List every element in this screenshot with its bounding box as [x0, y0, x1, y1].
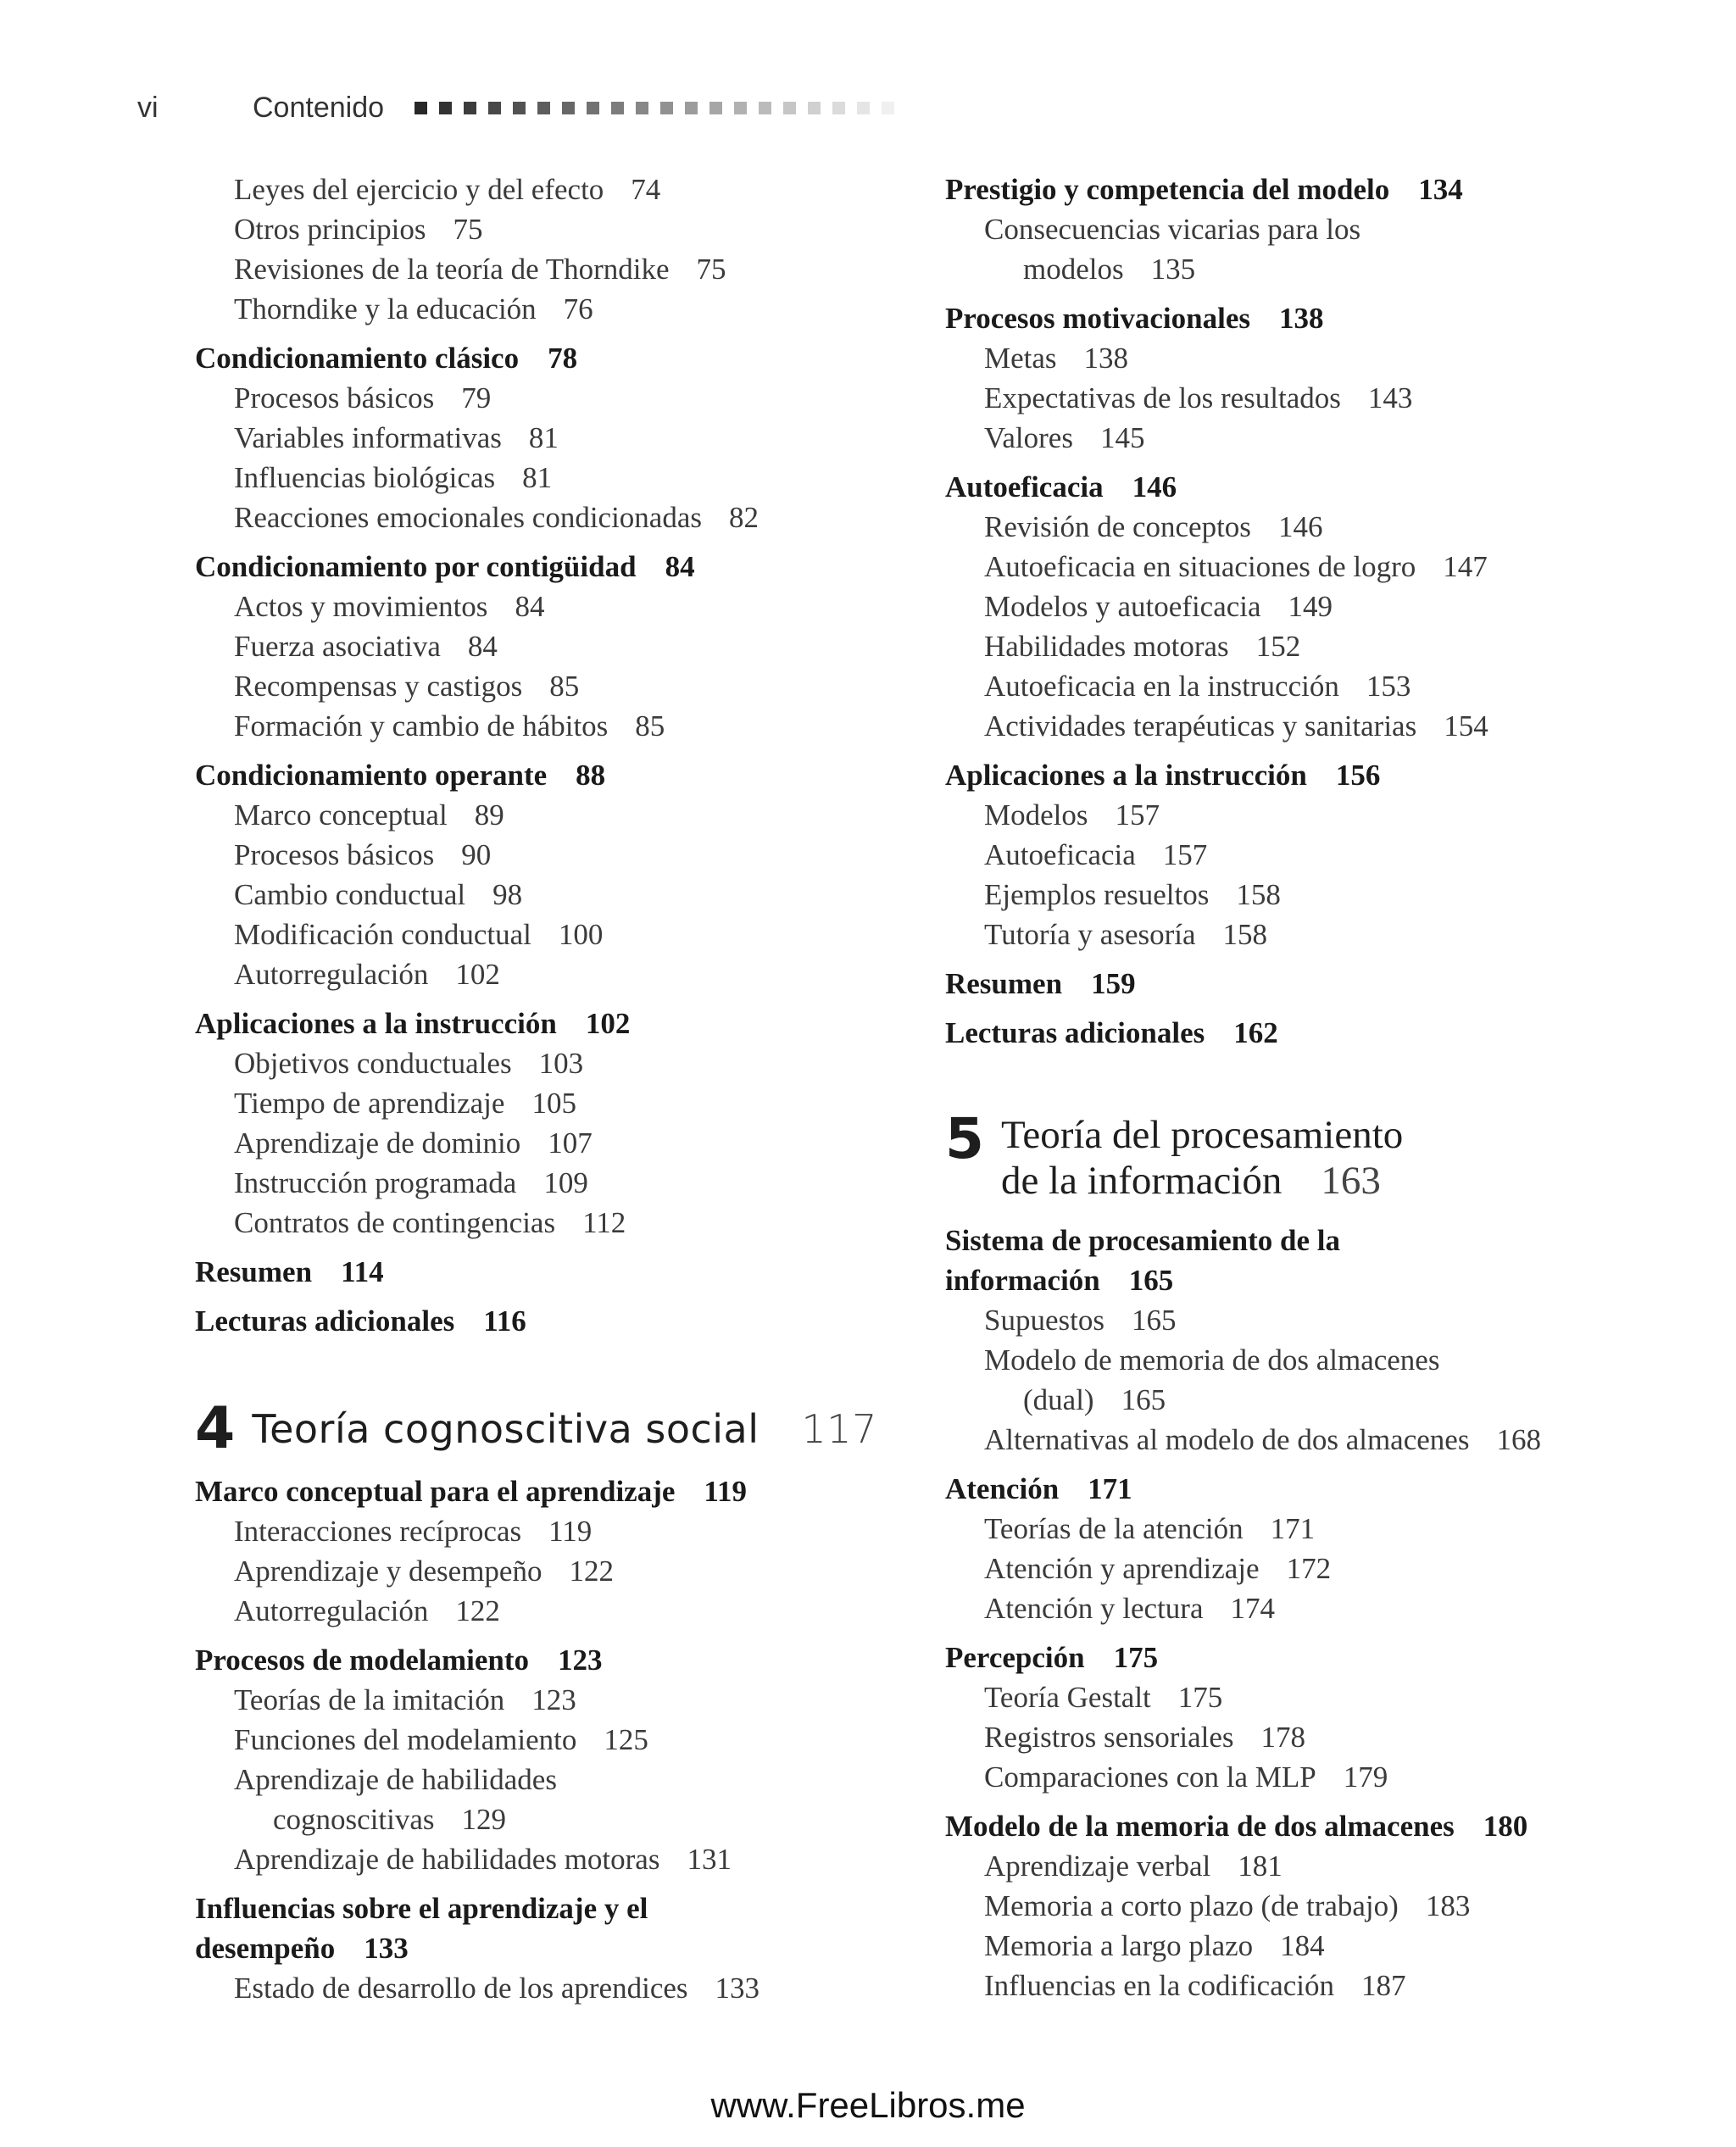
toc-subsection-entry: [945, 1588, 1691, 1628]
running-head-title: Contenido: [253, 91, 385, 124]
toc-page-number: 90: [461, 838, 492, 871]
toc-subsection-entry: [195, 1680, 899, 1720]
toc-entry-label: Resumen: [945, 967, 1063, 1000]
chapter-title-line: [1001, 1158, 1403, 1204]
toc-subsection-entry: [945, 1509, 1691, 1549]
decorative-square: [611, 102, 624, 114]
toc-entry-label: Modelos: [984, 798, 1088, 832]
toc-entry-label: Actos y movimientos: [234, 590, 488, 623]
toc-entry-label: Otros principios: [234, 213, 426, 246]
toc-entry-label-continuation: [234, 1799, 899, 1839]
decorative-square: [685, 102, 698, 114]
toc-section-entry: [945, 964, 1691, 1004]
toc-entry-label: Condicionamiento por contigüidad: [195, 550, 637, 583]
toc-page-number: 168: [1496, 1423, 1541, 1456]
toc-page-number: 180: [1483, 1810, 1528, 1843]
chapter-title: [1001, 1112, 1403, 1204]
toc-page-number: 102: [455, 958, 500, 991]
toc-entry-label: Alternativas al modelo de dos almacenes: [984, 1423, 1470, 1456]
toc-entry-label-continuation: desempeño: [195, 1932, 336, 1965]
toc-subsection-entry: [945, 795, 1691, 835]
toc-subsection-entry: [195, 626, 899, 666]
toc-page-number: 85: [549, 670, 580, 703]
toc-page-number: 112: [582, 1206, 626, 1239]
toc-section-entry: [195, 1252, 899, 1292]
toc-subsection-entry: [195, 954, 899, 994]
toc-subsection-entry: [945, 209, 1691, 289]
toc-page-number: 109: [543, 1166, 588, 1199]
toc-section-entry: [195, 547, 899, 587]
toc-entry-label: Teoría Gestalt: [984, 1681, 1151, 1714]
toc-section-entry: [195, 1640, 899, 1680]
toc-page-number: 129: [461, 1803, 507, 1836]
toc-page-number: 88: [576, 759, 606, 792]
toc-subsection-entry: [195, 587, 899, 626]
toc-page-number: 133: [715, 1972, 760, 2005]
decorative-square: [660, 102, 673, 114]
toc-section-entry: [195, 1301, 899, 1341]
toc-page-number: 123: [531, 1683, 576, 1716]
toc-entry-label: Autorregulación: [234, 1594, 429, 1627]
toc-entry-label: Autoeficacia: [984, 838, 1136, 871]
toc-entry-label: Comparaciones con la MLP: [984, 1760, 1316, 1794]
toc-entry-label: Lecturas adicionales: [945, 1016, 1205, 1049]
toc-entry-label: Condicionamiento operante: [195, 759, 548, 792]
toc-entry-label: Aprendizaje verbal: [984, 1849, 1211, 1883]
toc-entry-label: Funciones del modelamiento: [234, 1723, 577, 1756]
toc-subsection-entry: [195, 706, 899, 746]
toc-page-number: 123: [558, 1644, 603, 1677]
toc-page-number: 159: [1091, 967, 1136, 1000]
toc-entry-label: Autoeficacia en situaciones de logro: [984, 550, 1416, 583]
toc-subsection-entry: [195, 1591, 899, 1631]
toc-section-entry: [945, 755, 1691, 795]
toc-entry-label: Revisión de conceptos: [984, 510, 1251, 543]
toc-subsection-entry: [195, 418, 899, 458]
toc-page-number: 114: [341, 1255, 384, 1288]
toc-entry-label: Influencias biológicas: [234, 461, 496, 494]
toc-page-number: 147: [1443, 550, 1488, 583]
toc-entry-label: Aprendizaje de dominio: [234, 1126, 521, 1160]
toc-page-number: 175: [1177, 1681, 1223, 1714]
toc-subsection-entry: [945, 915, 1691, 954]
toc-entry-label: Supuestos: [984, 1304, 1104, 1337]
toc-entry-label: Percepción: [945, 1641, 1085, 1674]
toc-page-number: 154: [1444, 709, 1488, 743]
toc-page-number: 175: [1113, 1641, 1159, 1674]
chapter-heading: [195, 1395, 899, 1462]
toc-subsection-entry: [945, 1717, 1691, 1757]
toc-page-number: 103: [538, 1047, 584, 1080]
toc-subsection-entry: [945, 1549, 1691, 1588]
toc-entry-label: Aplicaciones a la instrucción: [195, 1007, 557, 1040]
toc-page-number: 152: [1255, 630, 1301, 663]
toc-entry-label: Metas: [984, 342, 1057, 375]
toc-page-number: 119: [704, 1475, 747, 1508]
toc-entry-label: Aprendizaje y desempeño: [234, 1555, 542, 1588]
toc-section-entry: [195, 755, 899, 795]
toc-entry-label: Influencias sobre el aprendizaje y el: [195, 1892, 648, 1925]
toc-subsection-entry: [195, 1083, 899, 1123]
chapter-page-number: 163: [1321, 1159, 1381, 1203]
toc-entry-label: Aprendizaje de habilidades motoras: [234, 1843, 660, 1876]
toc-page-number: 146: [1132, 470, 1177, 503]
toc-page-number: 138: [1278, 302, 1324, 335]
toc-page-number: 135: [1150, 253, 1196, 286]
toc-page-number: 172: [1286, 1552, 1332, 1585]
toc-page-number: 85: [635, 709, 665, 743]
toc-entry-label: Teorías de la imitación: [234, 1683, 505, 1716]
toc-subsection-entry: [195, 795, 899, 835]
decorative-square: [488, 102, 501, 114]
toc-entry-label: Valores: [984, 421, 1073, 454]
toc-section-entry: [945, 1638, 1691, 1677]
toc-entry-label: Marco conceptual: [234, 798, 448, 832]
toc-entry-label: Marco conceptual para el aprendizaje: [195, 1475, 676, 1508]
toc-subsection-entry: [195, 1760, 899, 1839]
toc-page-number: 89: [474, 798, 504, 832]
toc-page-number: 158: [1222, 918, 1268, 951]
toc-page-number: 74: [631, 173, 661, 206]
toc-entry-label: Autoeficacia: [945, 470, 1104, 503]
toc-entry-label-continuation: [984, 1380, 1691, 1420]
toc-entry-label: Leyes del ejercicio y del efecto: [234, 173, 604, 206]
toc-entry-label: Habilidades motoras: [984, 630, 1229, 663]
toc-subsection-entry: [195, 875, 899, 915]
chapter-number: 5: [945, 1106, 984, 1171]
toc-subsection-entry: [195, 1123, 899, 1163]
toc-entry-label: Influencias en la codificación: [984, 1969, 1334, 2002]
toc-section-entry: [945, 298, 1691, 338]
toc-entry-label-continuation-text: modelos: [1023, 253, 1124, 286]
toc-page-number: 165: [1121, 1383, 1166, 1416]
decorative-square: [587, 102, 599, 114]
toc-page-number: 158: [1236, 878, 1281, 911]
toc-subsection-entry: [195, 378, 899, 418]
toc-section-entry: [945, 467, 1691, 507]
toc-page-number: 81: [528, 421, 559, 454]
decorative-square: [734, 102, 747, 114]
decorative-square: [513, 102, 526, 114]
toc-subsection-entry: [945, 1926, 1691, 1966]
toc-section-entry: [945, 1221, 1691, 1300]
toc-page-number: 75: [696, 253, 726, 286]
toc-page-number: 76: [563, 292, 593, 325]
decorative-square: [562, 102, 575, 114]
toc-page-number: 165: [1131, 1304, 1177, 1337]
toc-subsection-entry: [945, 418, 1691, 458]
toc-entry-label: Atención y lectura: [984, 1592, 1204, 1625]
decorative-square: [439, 102, 452, 114]
toc-entry-label: Consecuencias vicarias para los: [984, 213, 1361, 246]
toc-page-number: 162: [1233, 1016, 1278, 1049]
toc-page-number: 179: [1343, 1760, 1388, 1794]
toc-subsection-entry: [195, 915, 899, 954]
toc-subsection-entry: [195, 1720, 899, 1760]
toc-entry-label: Aplicaciones a la instrucción: [945, 759, 1307, 792]
toc-entry-label: Thorndike y la educación: [234, 292, 537, 325]
toc-entry-label: Tiempo de aprendizaje: [234, 1087, 505, 1120]
toc-page-number: 122: [569, 1555, 614, 1588]
chapter-number: 4: [195, 1395, 236, 1462]
footer-url: www.FreeLibros.me: [710, 2085, 1026, 2125]
toc-subsection-entry: [195, 1203, 899, 1243]
toc-subsection-entry: [195, 249, 899, 289]
toc-entry-label: Procesos de modelamiento: [195, 1644, 530, 1677]
toc-entry-label: Variables informativas: [234, 421, 502, 454]
toc-page-number: 181: [1238, 1849, 1283, 1883]
toc-entry-label: Revisiones de la teoría de Thorndike: [234, 253, 670, 286]
toc-subsection-entry: [945, 666, 1691, 706]
toc-page-number: 157: [1115, 798, 1160, 832]
toc-subsection-entry: [945, 507, 1691, 547]
toc-page-number: 183: [1425, 1889, 1471, 1922]
toc-subsection-entry: [945, 835, 1691, 875]
toc-subsection-entry: [945, 1966, 1691, 2005]
toc-page-number: 165: [1128, 1264, 1174, 1297]
toc-entry-label: Atención y aprendizaje: [984, 1552, 1260, 1585]
toc-page-number: 82: [729, 501, 760, 534]
toc-entry-label: Modificación conductual: [234, 918, 531, 951]
toc-subsection-entry: [945, 626, 1691, 666]
chapter-heading: [945, 1106, 1691, 1204]
toc-entry-label: Tutoría y asesoría: [984, 918, 1196, 951]
toc-entry-label: Actividades terapéuticas y sanitarias: [984, 709, 1417, 743]
toc-section-entry: [945, 1013, 1691, 1053]
toc-section-entry: [195, 1004, 899, 1043]
toc-entry-label: Condicionamiento clásico: [195, 342, 520, 375]
toc-page-number: 145: [1099, 421, 1145, 454]
toc-page-number: 107: [548, 1126, 593, 1160]
toc-entry-label: Interacciones recíprocas: [234, 1515, 522, 1548]
toc-subsection-entry: [195, 1968, 899, 2008]
toc-entry-label-continuation-text: (dual): [1023, 1383, 1094, 1416]
decorative-square: [857, 102, 870, 114]
toc-page-number: 75: [453, 213, 483, 246]
toc-entry-label: Modelos y autoeficacia: [984, 590, 1261, 623]
toc-subsection-entry: [945, 1757, 1691, 1797]
toc-entry-label: Modelo de memoria de dos almacenes: [984, 1343, 1440, 1377]
toc-entry-label: Fuerza asociativa: [234, 630, 441, 663]
toc-entry-label: Sistema de procesamiento de la: [945, 1224, 1340, 1257]
decorative-square: [808, 102, 821, 114]
decorative-dot-bar: [415, 102, 894, 114]
toc-page-number: 187: [1361, 1969, 1406, 2002]
toc-entry-label: Procesos motivacionales: [945, 302, 1250, 335]
toc-entry-label: Contratos de contingencias: [234, 1206, 556, 1239]
toc-page-number: 146: [1277, 510, 1323, 543]
toc-section-entry: [195, 338, 899, 378]
toc-page-number: 84: [467, 630, 498, 663]
toc-subsection-entry: [945, 587, 1691, 626]
decorative-square: [636, 102, 648, 114]
toc-entry-label: Lecturas adicionales: [195, 1304, 455, 1338]
toc-subsection-entry: [195, 1163, 899, 1203]
toc-page-number: 81: [522, 461, 553, 494]
toc-entry-label: Autoeficacia en la instrucción: [984, 670, 1339, 703]
toc-entry-label: Procesos básicos: [234, 838, 435, 871]
toc-entry-label: Memoria a largo plazo: [984, 1929, 1254, 1962]
toc-subsection-entry: [945, 1340, 1691, 1420]
decorative-square: [709, 102, 722, 114]
toc-section-entry: [195, 1471, 899, 1511]
toc-page-number: 116: [483, 1304, 526, 1338]
toc-entry-label: Recompensas y castigos: [234, 670, 523, 703]
toc-page-number: 102: [585, 1007, 631, 1040]
chapter-title-line: Teoría del procesamiento: [1000, 1113, 1404, 1157]
toc-subsection-entry: [195, 458, 899, 498]
toc-page-number: 78: [548, 342, 578, 375]
toc-subsection-entry: [195, 209, 899, 249]
toc-entry-label: Expectativas de los resultados: [984, 381, 1341, 414]
toc-page-number: 122: [455, 1594, 500, 1627]
toc-subsection-entry: [195, 1839, 899, 1879]
toc-subsection-entry: [945, 1677, 1691, 1717]
toc-page-number: 178: [1260, 1721, 1306, 1754]
toc-entry-label: Estado de desarrollo de los aprendices: [234, 1972, 688, 2005]
toc-page-number: 105: [531, 1087, 576, 1120]
toc-page-number: 100: [558, 918, 604, 951]
toc-subsection-entry: [945, 706, 1691, 746]
toc-entry-label: Reacciones emocionales condicionadas: [234, 501, 703, 534]
chapter-title-text: de la información: [1000, 1159, 1283, 1203]
toc-page-number: 174: [1230, 1592, 1276, 1625]
toc-entry-label: Instrucción programada: [234, 1166, 517, 1199]
decorative-square: [415, 102, 427, 114]
decorative-square: [882, 102, 894, 114]
toc-page-number: 171: [1270, 1512, 1316, 1545]
toc-page-number: 171: [1088, 1472, 1132, 1505]
toc-page-number: 157: [1162, 838, 1208, 871]
toc-page-number: 84: [515, 590, 545, 623]
toc-page-number: 149: [1288, 590, 1333, 623]
toc-section-entry: [195, 1888, 899, 1968]
toc-entry-label: Cambio conductual: [234, 878, 466, 911]
toc-subsection-entry: [945, 1886, 1691, 1926]
toc-entry-label: Formación y cambio de hábitos: [234, 709, 609, 743]
toc-entry-label-continuation: [984, 249, 1691, 289]
toc-entry-label: Registros sensoriales: [984, 1721, 1234, 1754]
toc-subsection-entry: [195, 289, 899, 329]
toc-entry-label: Resumen: [195, 1255, 313, 1288]
toc-entry-label: Autorregulación: [234, 958, 429, 991]
toc-subsection-entry: [945, 1300, 1691, 1340]
toc-subsection-entry: [945, 378, 1691, 418]
toc-page-number: 119: [548, 1515, 593, 1548]
toc-page-number: 84: [665, 550, 695, 583]
chapter-title: [252, 1406, 877, 1452]
toc-subsection-entry: [945, 1420, 1691, 1460]
toc-entry-label: Modelo de la memoria de dos almacenes: [945, 1810, 1455, 1843]
toc-page-number: 153: [1366, 670, 1411, 703]
toc-page-number: 138: [1083, 342, 1129, 375]
toc-subsection-entry: [195, 666, 899, 706]
toc-right-column: [945, 170, 1691, 2005]
toc-subsection-entry: [195, 1043, 899, 1083]
toc-entry-label: Objetivos conductuales: [234, 1047, 512, 1080]
toc-page-number: 98: [492, 878, 523, 911]
toc-section-entry: [945, 170, 1691, 209]
toc-subsection-entry: [945, 338, 1691, 378]
toc-left-column: [195, 170, 899, 2008]
toc-subsection-entry: [945, 875, 1691, 915]
decorative-square: [832, 102, 845, 114]
toc-page-number: 79: [461, 381, 492, 414]
toc-page-number: 131: [687, 1843, 732, 1876]
toc-entry-label-continuation: información: [945, 1264, 1100, 1297]
toc-subsection-entry: [195, 1511, 899, 1551]
toc-entry-label: Ejemplos resueltos: [984, 878, 1210, 911]
toc-entry-label: Aprendizaje de habilidades: [234, 1763, 557, 1796]
chapter-title-text: Teoría cognoscitiva social: [252, 1406, 760, 1452]
toc-subsection-entry: [195, 170, 899, 209]
toc-entry-label: Procesos básicos: [234, 381, 435, 414]
toc-section-entry: [945, 1806, 1691, 1846]
page-folio: vi: [137, 91, 159, 124]
toc-subsection-entry: [945, 1846, 1691, 1886]
running-head: [137, 86, 894, 129]
toc-page-number: 134: [1418, 173, 1463, 206]
toc-entry-label: Teorías de la atención: [984, 1512, 1244, 1545]
toc-page-number: 125: [604, 1723, 648, 1756]
toc-subsection-entry: [195, 835, 899, 875]
toc-subsection-entry: [195, 498, 899, 537]
toc-page-number: 143: [1367, 381, 1413, 414]
toc-entry-label: Memoria a corto plazo (de trabajo): [984, 1889, 1399, 1922]
toc-page-number: 133: [364, 1932, 409, 1965]
toc-page-number: 184: [1280, 1929, 1325, 1962]
toc-entry-label: Atención: [945, 1472, 1060, 1505]
toc-subsection-entry: [945, 547, 1691, 587]
toc-section-entry: [945, 1469, 1691, 1509]
toc-page-number: 156: [1335, 759, 1381, 792]
toc-entry-label-continuation-text: cognoscitivas: [273, 1803, 435, 1836]
toc-entry-label: Prestigio y competencia del modelo: [945, 173, 1390, 206]
decorative-square: [759, 102, 771, 114]
decorative-square: [537, 102, 550, 114]
decorative-square: [464, 102, 476, 114]
toc-subsection-entry: [195, 1551, 899, 1591]
decorative-square: [783, 102, 796, 114]
chapter-page-number: 117: [801, 1406, 877, 1452]
